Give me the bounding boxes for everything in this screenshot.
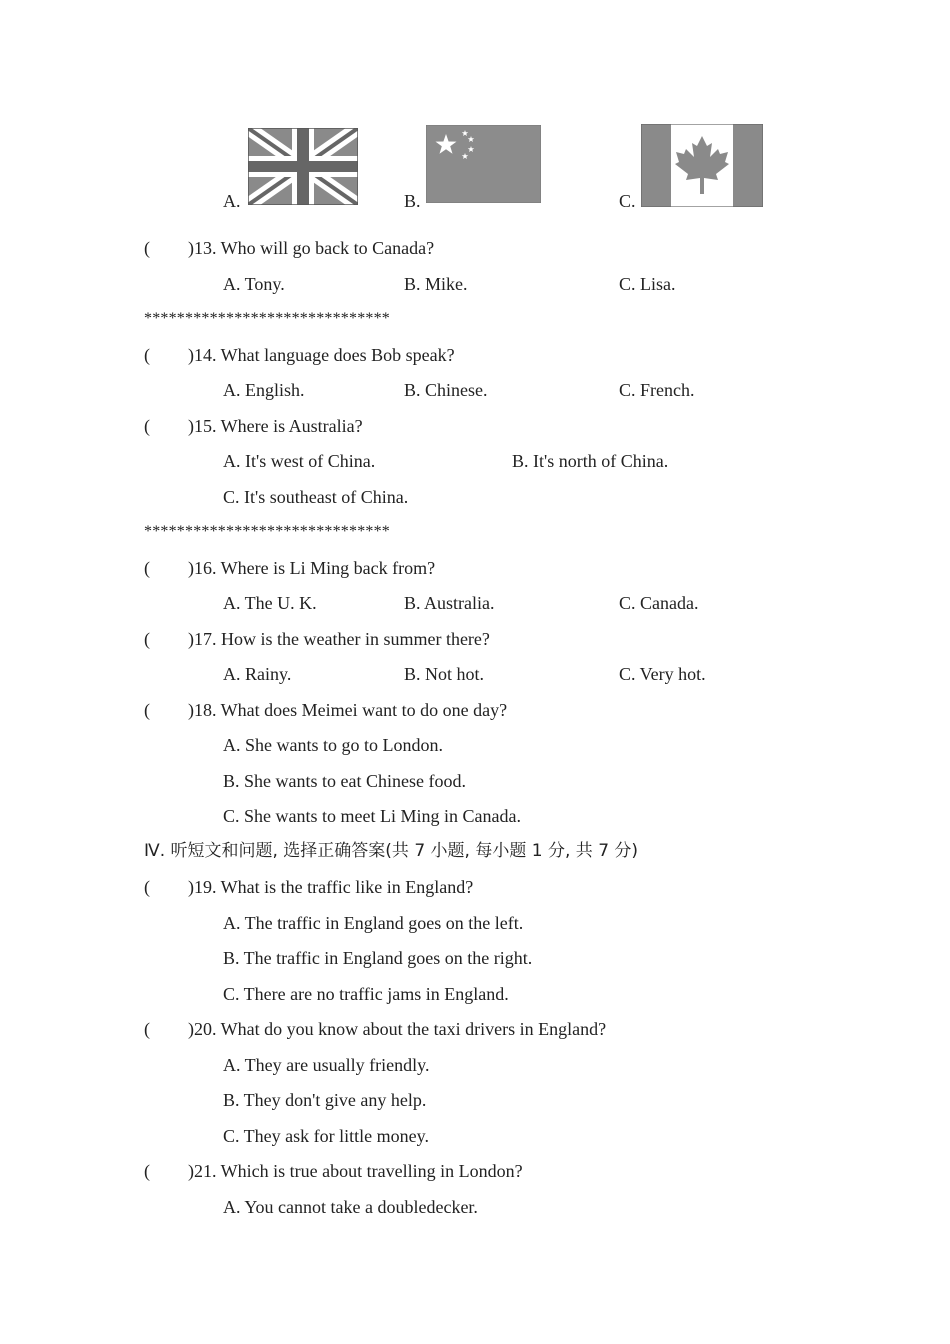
- q15-option-c: C. It's southeast of China.: [223, 487, 409, 507]
- q14-option-a: A. English.: [223, 380, 305, 400]
- q20-option-b: B. They don't give any help.: [223, 1090, 427, 1110]
- question-13-text: )13. Who will go back to Canada?: [188, 238, 435, 258]
- flag-option-a-label: A.: [223, 191, 241, 211]
- q19-option-a: A. The traffic in England goes on the left.: [223, 913, 524, 933]
- answer-blank-open-paren: (: [144, 877, 150, 897]
- answer-blank-open-paren: (: [144, 1019, 150, 1039]
- answer-blank-open-paren: (: [144, 416, 150, 436]
- answer-blank-open-paren: (: [144, 238, 150, 258]
- answer-blank-open-paren: (: [144, 345, 150, 365]
- question-19-text: )19. What is the traffic like in England?: [188, 877, 474, 897]
- q16-option-a: A. The U. K.: [223, 593, 317, 613]
- section-divider-stars: ******************************: [144, 310, 390, 327]
- uk-flag-icon: [248, 128, 358, 205]
- q17-option-b: B. Not hot.: [404, 664, 485, 684]
- answer-blank-open-paren: (: [144, 629, 150, 649]
- question-20-text: )20. What do you know about the taxi drivers in England?: [188, 1019, 607, 1039]
- q20-option-a: A. They are usually friendly.: [223, 1055, 430, 1075]
- question-17-text: )17. How is the weather in summer there?: [188, 629, 490, 649]
- q16-option-c: C. Canada.: [619, 593, 699, 613]
- q15-option-b: B. It's north of China.: [512, 451, 669, 471]
- q17-option-c: C. Very hot.: [619, 664, 706, 684]
- question-14-text: )14. What language does Bob speak?: [188, 345, 455, 365]
- q13-option-a: A. Tony.: [223, 274, 285, 294]
- q20-option-c: C. They ask for little money.: [223, 1126, 429, 1146]
- canada-flag-icon: [641, 124, 763, 207]
- q18-option-b: B. She wants to eat Chinese food.: [223, 771, 466, 791]
- q17-option-a: A. Rainy.: [223, 664, 292, 684]
- question-18-text: )18. What does Meimei want to do one day?: [188, 700, 508, 720]
- q13-option-c: C. Lisa.: [619, 274, 676, 294]
- q19-option-c: C. There are no traffic jams in England.: [223, 984, 509, 1004]
- q15-option-a: A. It's west of China.: [223, 451, 376, 471]
- answer-blank-open-paren: (: [144, 558, 150, 578]
- q14-option-b: B. Chinese.: [404, 380, 488, 400]
- q18-option-a: A. She wants to go to London.: [223, 735, 443, 755]
- flag-option-b-label: B.: [404, 191, 421, 211]
- q14-option-c: C. French.: [619, 380, 695, 400]
- question-21-text: )21. Which is true about travelling in London?: [188, 1161, 523, 1181]
- q21-option-a: A. You cannot take a doubledecker.: [223, 1197, 478, 1217]
- question-16-text: )16. Where is Li Ming back from?: [188, 558, 436, 578]
- q13-option-b: B. Mike.: [404, 274, 468, 294]
- flag-option-c-label: C.: [619, 191, 636, 211]
- q16-option-b: B. Australia.: [404, 593, 495, 613]
- section-divider-stars: ******************************: [144, 523, 390, 540]
- q19-option-b: B. The traffic in England goes on the right.: [223, 948, 533, 968]
- section-heading: Ⅳ. 听短文和问题, 选择正确答案(共 7 小题, 每小题 1 分, 共 7 分): [144, 841, 639, 861]
- china-flag-icon: [426, 125, 541, 203]
- q18-option-c: C. She wants to meet Li Ming in Canada.: [223, 806, 521, 826]
- answer-blank-open-paren: (: [144, 700, 150, 720]
- question-15-text: )15. Where is Australia?: [188, 416, 363, 436]
- answer-blank-open-paren: (: [144, 1161, 150, 1181]
